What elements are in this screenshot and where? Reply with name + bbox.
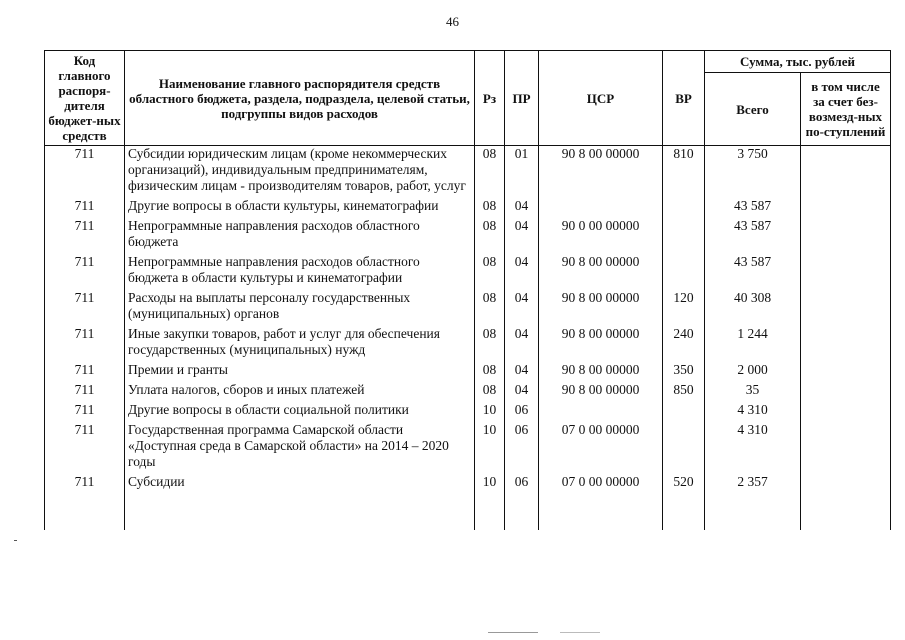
table-row (45, 254, 891, 290)
row-name: Уплата налогов, сборов и иных платежей (125, 382, 475, 402)
row-vr (663, 402, 705, 422)
row-csr: 07 0 00 00000 (539, 422, 663, 474)
row-pr: 04 (505, 254, 539, 290)
row-vr (663, 198, 705, 218)
table-row (45, 382, 891, 402)
row-total: 43 587 (705, 198, 801, 218)
row-name: Другие вопросы в области социальной политики (125, 402, 475, 422)
row-pr: 06 (505, 474, 539, 530)
row-rz: 08 (475, 382, 505, 402)
row-code: 711 (45, 254, 125, 290)
header-sum-group: Сумма, тыс. рублей (705, 51, 891, 73)
row-rz: 10 (475, 474, 505, 530)
row-rz: 08 (475, 218, 505, 254)
header-csr: ЦСР (539, 51, 663, 146)
row-total: 43 587 (705, 254, 801, 290)
row-total: 2 357 (705, 474, 801, 530)
page-number: 46 (446, 14, 459, 29)
row-pr: 04 (505, 290, 539, 326)
row-rz: 10 (475, 402, 505, 422)
row-extra (801, 382, 891, 402)
row-extra (801, 290, 891, 326)
row-code: 711 (45, 382, 125, 402)
row-total: 40 308 (705, 290, 801, 326)
row-vr (663, 254, 705, 290)
row-rz: 08 (475, 326, 505, 362)
row-code: 711 (45, 290, 125, 326)
table-row (45, 362, 891, 382)
header-vr: ВР (663, 51, 705, 146)
row-code: 711 (45, 218, 125, 254)
row-extra (801, 146, 891, 199)
row-name: Непрограммные направления расходов областного бюджета в области культуры и кинематографии (125, 254, 475, 290)
row-extra (801, 254, 891, 290)
row-pr: 04 (505, 198, 539, 218)
row-vr: 350 (663, 362, 705, 382)
row-extra (801, 422, 891, 474)
row-vr: 520 (663, 474, 705, 530)
row-vr: 120 (663, 290, 705, 326)
row-vr: 240 (663, 326, 705, 362)
scan-mark (14, 540, 17, 541)
row-csr (539, 402, 663, 422)
row-extra (801, 198, 891, 218)
row-rz: 08 (475, 254, 505, 290)
scan-mark-bottom-2 (560, 632, 600, 633)
row-code: 711 (45, 422, 125, 474)
row-csr (539, 198, 663, 218)
row-code: 711 (45, 146, 125, 199)
row-csr: 90 8 00 00000 (539, 362, 663, 382)
row-name: Другие вопросы в области культуры, кинематографии (125, 198, 475, 218)
row-code: 711 (45, 362, 125, 382)
row-code: 711 (45, 474, 125, 530)
row-pr: 04 (505, 326, 539, 362)
row-extra (801, 474, 891, 530)
table-header (45, 51, 891, 146)
row-name: Субсидии (125, 474, 475, 530)
row-rz: 10 (475, 422, 505, 474)
row-name: Государственная программа Самарской области «Доступная среда в Самарской области» на 2014 – 2020 годы (125, 422, 475, 474)
row-name: Премии и гранты (125, 362, 475, 382)
row-extra (801, 402, 891, 422)
table-row (45, 198, 891, 218)
row-vr: 810 (663, 146, 705, 199)
row-pr: 06 (505, 402, 539, 422)
row-name: Субсидии юридическим лицам (кроме некоммерческих организаций), индивидуальным предпринимателям, физическим лицам - производителям товаров, работ, услуг (125, 146, 475, 199)
row-vr (663, 218, 705, 254)
row-csr: 90 8 00 00000 (539, 290, 663, 326)
header-extra: в том числе за счет без-возмезд-ных по-ступлений (801, 73, 891, 146)
row-extra (801, 326, 891, 362)
table-row (45, 474, 891, 530)
row-extra (801, 362, 891, 382)
row-csr: 90 8 00 00000 (539, 146, 663, 199)
header-code: Код главного распоря-дителя бюджет-ных средств (45, 51, 125, 146)
row-csr: 90 0 00 00000 (539, 218, 663, 254)
table-row (45, 218, 891, 254)
row-rz: 08 (475, 290, 505, 326)
row-total: 43 587 (705, 218, 801, 254)
table-row (45, 402, 891, 422)
row-name: Иные закупки товаров, работ и услуг для обеспечения государственных (муниципальных) нужд (125, 326, 475, 362)
row-total: 35 (705, 382, 801, 402)
row-csr: 07 0 00 00000 (539, 474, 663, 530)
row-total: 4 310 (705, 402, 801, 422)
row-pr: 04 (505, 218, 539, 254)
header-pr: ПР (505, 51, 539, 146)
table-row (45, 290, 891, 326)
row-pr: 06 (505, 422, 539, 474)
budget-table (44, 50, 891, 530)
header-rz: Рз (475, 51, 505, 146)
row-code: 711 (45, 326, 125, 362)
table-row (45, 422, 891, 474)
row-pr: 04 (505, 362, 539, 382)
row-total: 1 244 (705, 326, 801, 362)
row-total: 3 750 (705, 146, 801, 199)
row-csr: 90 8 00 00000 (539, 326, 663, 362)
row-name: Расходы на выплаты персоналу государственных (муниципальных) органов (125, 290, 475, 326)
row-vr: 850 (663, 382, 705, 402)
header-total: Всего (705, 73, 801, 146)
row-name: Непрограммные направления расходов областного бюджета (125, 218, 475, 254)
row-total: 4 310 (705, 422, 801, 474)
row-extra (801, 218, 891, 254)
row-code: 711 (45, 402, 125, 422)
row-csr: 90 8 00 00000 (539, 254, 663, 290)
row-total: 2 000 (705, 362, 801, 382)
row-csr: 90 8 00 00000 (539, 382, 663, 402)
row-rz: 08 (475, 198, 505, 218)
row-rz: 08 (475, 146, 505, 199)
table-body (45, 146, 891, 531)
row-pr: 04 (505, 382, 539, 402)
table-row (45, 326, 891, 362)
row-vr (663, 422, 705, 474)
header-name: Наименование главного распорядителя средств областного бюджета, раздела, подраздела, целевой статьи, подгруппы видов расходов (125, 51, 475, 146)
row-code: 711 (45, 198, 125, 218)
row-pr: 01 (505, 146, 539, 199)
table-row (45, 146, 891, 199)
row-rz: 08 (475, 362, 505, 382)
scan-mark-bottom (488, 632, 538, 633)
